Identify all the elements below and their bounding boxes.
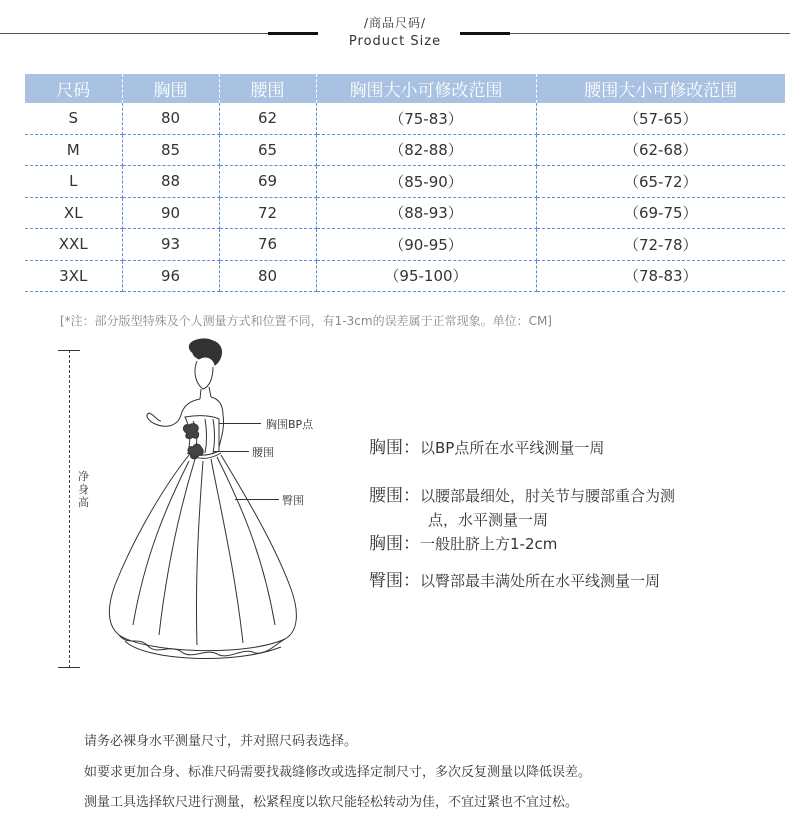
callout-bust: 胸围BP点 [266,418,314,431]
cell-bust-range: （95-100） [316,260,536,292]
cell-waist: 76 [219,229,316,261]
cell-waist-range: （78-83） [536,260,785,292]
measure-hip [369,570,660,592]
measure-waist-text: 以腰部最细处，肘关节与腰部重合为测 [420,487,676,505]
measure-bust [369,437,604,459]
measure-bust-term: 胸围： [369,438,420,458]
footer-line-3: 测量工具选择软尺进行测量，松紧程度以软尺能轻松转动为佳，不宜过紧也不宜过松。 [84,795,579,810]
measure-navel-term: 胸围： [369,534,420,554]
cell-waist: 69 [219,166,316,198]
cell-bust: 93 [122,229,219,261]
measure-waist [369,485,675,507]
cell-waist-range: （65-72） [536,166,785,198]
table-row [25,229,785,261]
cell-bust-range: （90-95） [316,229,536,261]
cell-bust: 85 [122,134,219,166]
cell-waist-range: （72-78） [536,229,785,261]
cell-size: L [25,166,122,198]
measure-bust-text: 以BP点所在水平线测量一周 [420,439,605,457]
table-header-row [25,74,785,103]
cell-waist-range: （57-65） [536,103,785,134]
col-header-size: 尺码 [25,74,122,103]
cell-size: XL [25,197,122,229]
cell-waist: 65 [219,134,316,166]
cell-bust-range: （75-83） [316,103,536,134]
callout-line-hip [235,499,279,500]
cell-size: M [25,134,122,166]
cell-waist: 72 [219,197,316,229]
size-note: [*注：部分版型特殊及个人测量方式和位置不同，有1-3cm的误差属于正常现象。单位：CM] [60,314,552,328]
cell-bust: 90 [122,197,219,229]
ruler-cap-bottom [58,667,80,668]
col-header-waist: 腰围 [219,74,316,103]
ruler-line [69,350,70,668]
table-row [25,260,785,292]
col-header-bust: 胸围 [122,74,219,103]
measure-navel [369,533,557,555]
callout-waist: 腰围 [252,446,274,459]
measure-hip-text: 以臀部最丰满处所在水平线测量一周 [420,572,661,590]
cell-size: S [25,103,122,134]
cell-bust: 88 [122,166,219,198]
cell-bust: 96 [122,260,219,292]
cell-bust-range: （82-88） [316,134,536,166]
measure-waist-term: 腰围： [369,486,420,506]
cell-size: 3XL [25,260,122,292]
cell-waist: 62 [219,103,316,134]
table-row [25,134,785,166]
cell-waist-range: （62-68） [536,134,785,166]
size-table [25,74,785,292]
cell-waist: 80 [219,260,316,292]
ruler-cap-top [58,350,80,351]
cell-size: XXL [25,229,122,261]
header-title-cn: /商品尺码/ [363,16,427,30]
callout-line-bust [219,423,261,424]
col-header-waist-range: 腰围大小可修改范围 [536,74,785,103]
table-row [25,103,785,134]
footer-line-1: 请务必裸身水平测量尺寸，并对照尺码表选择。 [84,734,358,749]
callout-hip: 臀围 [282,494,304,507]
measure-navel-text: 一般肚脐上方1-2cm [420,535,558,553]
cell-bust-range: （85-90） [316,166,536,198]
height-ruler [68,350,71,668]
table-row [25,166,785,198]
footer-line-2: 如要求更加合身、标准尺码需要找裁缝修改或选择定制尺寸，多次反复测量以降低误差。 [84,765,592,780]
cell-waist-range: （69-75） [536,197,785,229]
measure-waist-text-cont: 点，水平测量一周 [428,511,549,529]
table-row [25,197,785,229]
cell-bust-range: （88-93） [316,197,536,229]
cell-bust: 80 [122,103,219,134]
ruler-label: 净身高 [78,470,89,509]
header-title-en: Product Size [348,34,442,49]
dress-illustration [85,335,315,675]
callout-line-waist [213,451,249,452]
col-header-bust-range: 胸围大小可修改范围 [316,74,536,103]
measure-hip-term: 臀围： [369,571,420,591]
